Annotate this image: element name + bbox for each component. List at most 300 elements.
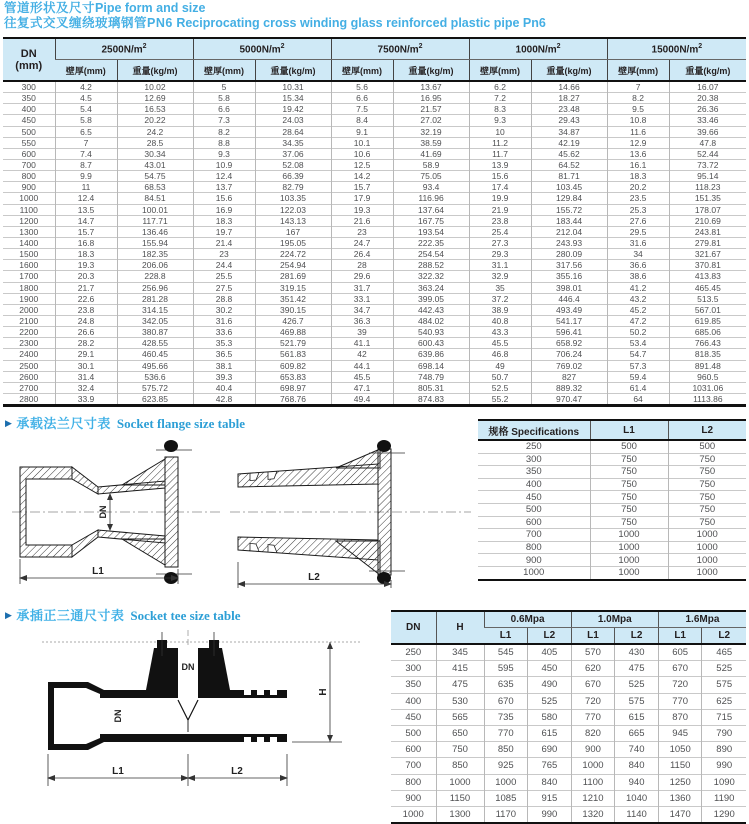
value-cell: 43.01: [117, 159, 193, 170]
value-cell: 25.5: [193, 271, 255, 282]
value-cell: 118.23: [669, 182, 746, 193]
pressure-class-header: $5000N/m^2$: [193, 38, 331, 60]
value-cell: 540.93: [393, 327, 469, 338]
value-cell: 748.79: [393, 371, 469, 382]
value-cell: 34.35: [255, 137, 331, 148]
value-cell: 1000: [571, 758, 615, 774]
value-cell: 93.4: [393, 182, 469, 193]
value-cell: 1150: [436, 790, 484, 806]
l2-header: L2: [668, 420, 746, 440]
value-cell: 31.6: [607, 237, 669, 248]
flange-table-row: [478, 503, 746, 516]
value-cell: 45.62: [531, 148, 607, 159]
dn-cell: 900: [478, 554, 590, 567]
value-cell: 484.02: [393, 315, 469, 326]
value-cell: 33.6: [193, 327, 255, 338]
value-cell: 178.07: [669, 204, 746, 215]
value-cell: 698.97: [255, 382, 331, 393]
value-cell: 10.31: [255, 81, 331, 93]
value-cell: 4.5: [55, 93, 117, 104]
value-cell: 9.3: [469, 115, 531, 126]
value-cell: 720: [571, 693, 615, 709]
dn-dimension-label: DN: [98, 505, 108, 519]
value-cell: 24.03: [255, 115, 331, 126]
value-cell: 605: [658, 644, 702, 661]
pipe-table-row: [3, 327, 746, 338]
value-cell: 19.42: [255, 104, 331, 115]
value-cell: 40.4: [193, 382, 255, 393]
value-cell: 32.4: [55, 382, 117, 393]
value-cell: 750: [668, 503, 746, 516]
value-cell: 889.32: [531, 382, 607, 393]
dn-cell: 700: [478, 529, 590, 542]
value-cell: 8.8: [193, 137, 255, 148]
pressure-class-header: $1000N/m^2$: [469, 38, 607, 60]
value-cell: 37.06: [255, 148, 331, 159]
value-cell: 818.35: [669, 349, 746, 360]
dn-cell: 500: [478, 503, 590, 516]
value-cell: 18.27: [531, 93, 607, 104]
value-cell: 750: [436, 742, 484, 758]
value-cell: 321.67: [669, 249, 746, 260]
value-cell: 1085: [484, 790, 528, 806]
value-cell: 623.85: [117, 393, 193, 405]
value-cell: 9.3: [193, 148, 255, 159]
pipe-table-row: [3, 193, 746, 204]
tee-table-row: [391, 790, 746, 806]
value-cell: 460.45: [117, 349, 193, 360]
value-cell: 16.95: [393, 93, 469, 104]
pipe-table-row: [3, 304, 746, 315]
value-cell: 23.8: [55, 304, 117, 315]
value-cell: 243.93: [531, 237, 607, 248]
value-cell: 426.7: [255, 315, 331, 326]
value-cell: 6.2: [469, 81, 531, 93]
value-cell: 13.67: [393, 81, 469, 93]
flange-socket-diagram: [10, 437, 225, 587]
dn-cell: 450: [3, 115, 55, 126]
pipe-table-row: [3, 371, 746, 382]
value-cell: 1113.86: [669, 393, 746, 405]
value-cell: 137.64: [393, 204, 469, 215]
pipe-table-row: [3, 226, 746, 237]
value-cell: 7.2: [469, 93, 531, 104]
value-cell: 8.3: [469, 104, 531, 115]
value-cell: 805.31: [393, 382, 469, 393]
triangle-bullet-icon: ▶: [5, 610, 12, 620]
dn-cell: 450: [391, 709, 436, 725]
value-cell: 11.6: [607, 126, 669, 137]
value-cell: 23.5: [607, 193, 669, 204]
dn-column-header: DN: [391, 611, 436, 644]
value-cell: 28.2: [55, 338, 117, 349]
dn-cell: 900: [391, 790, 436, 806]
value-cell: 66.39: [255, 171, 331, 182]
value-cell: 49.4: [331, 393, 393, 405]
l2-dimension-label: L2: [308, 572, 320, 583]
value-cell: 446.4: [531, 293, 607, 304]
value-cell: 103.35: [255, 193, 331, 204]
value-cell: 940: [615, 774, 659, 790]
pipe-table-row: [3, 93, 746, 104]
value-cell: 19.7: [193, 226, 255, 237]
value-cell: 4.2: [55, 81, 117, 93]
pressure-class-header: $15000N/m^2$: [607, 38, 746, 60]
bolt-top: [164, 440, 178, 452]
value-cell: 317.56: [531, 260, 607, 271]
value-cell: 64.52: [531, 159, 607, 170]
value-cell: 1040: [615, 790, 659, 806]
dn-cell: 1800: [3, 282, 55, 293]
value-cell: 750: [590, 453, 668, 466]
dn-cell: 800: [3, 171, 55, 182]
value-cell: 1100: [571, 774, 615, 790]
value-cell: 970.47: [531, 393, 607, 405]
dn-cell: 2000: [3, 304, 55, 315]
value-cell: 64: [607, 393, 669, 405]
flange-table-row: [478, 516, 746, 529]
value-cell: 5.4: [55, 104, 117, 115]
value-cell: 26.36: [669, 104, 746, 115]
value-cell: 31.6: [193, 315, 255, 326]
value-cell: 13.7: [193, 182, 255, 193]
value-cell: 54.7: [607, 349, 669, 360]
value-cell: 25.4: [469, 226, 531, 237]
value-cell: 351.42: [255, 293, 331, 304]
dn-cell: 900: [3, 182, 55, 193]
value-cell: 155.72: [531, 204, 607, 215]
dn-cell: 2300: [3, 338, 55, 349]
value-cell: 1170: [484, 806, 528, 823]
flange-size-table: [478, 419, 746, 581]
value-cell: 10.8: [607, 115, 669, 126]
value-cell: 143.13: [255, 215, 331, 226]
pipe-table-row: [3, 81, 746, 93]
value-cell: 33.9: [55, 393, 117, 405]
value-cell: 17.4: [469, 182, 531, 193]
value-cell: 11.2: [469, 137, 531, 148]
value-cell: 34.7: [331, 304, 393, 315]
value-cell: 44.1: [331, 360, 393, 371]
value-cell: 31.4: [55, 371, 117, 382]
value-cell: 6.6: [193, 104, 255, 115]
value-cell: 596.41: [531, 327, 607, 338]
flange-table-row: [478, 491, 746, 504]
value-cell: 370.81: [669, 260, 746, 271]
value-cell: 53.4: [607, 338, 669, 349]
value-cell: 900: [571, 742, 615, 758]
value-cell: 42: [331, 349, 393, 360]
value-cell: 9.9: [55, 171, 117, 182]
value-cell: 41.1: [331, 338, 393, 349]
weight-header: 重量(kg/m): [117, 60, 193, 82]
dn-unit: (mm): [15, 59, 43, 72]
flange-table-row: [478, 566, 746, 579]
dn-cell: 600: [391, 742, 436, 758]
value-cell: 50.2: [607, 327, 669, 338]
pipe-table-row: [3, 237, 746, 248]
pipe-table-row: [3, 393, 746, 405]
l1-dimension-label: L1: [112, 766, 124, 777]
value-cell: 167.75: [393, 215, 469, 226]
value-cell: 16.8: [55, 237, 117, 248]
value-cell: 280.09: [531, 249, 607, 260]
dn-cell: 2200: [3, 327, 55, 338]
value-cell: 720: [658, 677, 702, 693]
value-cell: 750: [590, 491, 668, 504]
value-cell: 27.3: [469, 237, 531, 248]
value-cell: 1000: [436, 774, 484, 790]
value-cell: 525: [702, 661, 746, 677]
value-cell: 1000: [668, 554, 746, 567]
value-cell: 1140: [615, 806, 659, 823]
value-cell: 9.1: [331, 126, 393, 137]
value-cell: 5: [193, 81, 255, 93]
value-cell: 42.19: [531, 137, 607, 148]
tee-table-row: [391, 693, 746, 709]
dn-cell: 500: [3, 126, 55, 137]
dn-cell: 700: [391, 758, 436, 774]
flange-spigot-diagram: [228, 437, 473, 589]
dn-cell: 400: [478, 478, 590, 491]
value-cell: 1000: [668, 541, 746, 554]
dn-cell: 350: [3, 93, 55, 104]
value-cell: 322.32: [393, 271, 469, 282]
tee-table-row: [391, 709, 746, 725]
value-cell: 34.87: [531, 126, 607, 137]
pressure-class-header-row: [3, 38, 746, 60]
value-cell: 31.1: [469, 260, 531, 271]
pipe-table-row: [3, 126, 746, 137]
value-cell: 314.15: [117, 304, 193, 315]
pipe-table-row: [3, 204, 746, 215]
value-cell: 26.6: [55, 327, 117, 338]
value-cell: 765: [528, 758, 572, 774]
value-cell: 670: [658, 661, 702, 677]
dn-cell: 500: [391, 725, 436, 741]
value-cell: 27.6: [607, 215, 669, 226]
value-cell: 11: [55, 182, 117, 193]
value-cell: 990: [702, 758, 746, 774]
pipe-table-row: [3, 360, 746, 371]
value-cell: 1000: [590, 566, 668, 579]
l1-header: L1: [590, 420, 668, 440]
value-cell: 500: [590, 440, 668, 453]
value-cell: 405: [528, 644, 572, 661]
value-cell: 228.8: [117, 271, 193, 282]
value-cell: 49: [469, 360, 531, 371]
value-cell: 770: [658, 693, 702, 709]
value-cell: 7.5: [331, 104, 393, 115]
tee-table-row: [391, 725, 746, 741]
value-cell: 615: [615, 709, 659, 725]
pipe-table-row: [3, 271, 746, 282]
value-cell: 768.76: [255, 393, 331, 405]
value-cell: 475: [615, 661, 659, 677]
value-cell: 35.3: [193, 338, 255, 349]
dn-cell: 300: [3, 81, 55, 93]
value-cell: 73.72: [669, 159, 746, 170]
value-cell: 33.1: [331, 293, 393, 304]
value-cell: 16.1: [607, 159, 669, 170]
flange-table-row: [478, 478, 746, 491]
value-cell: 740: [615, 742, 659, 758]
value-cell: 38.1: [193, 360, 255, 371]
value-cell: 342.05: [117, 315, 193, 326]
flange-section-heading: [5, 413, 245, 433]
l1-header: L1: [484, 628, 528, 645]
value-cell: 57.3: [607, 360, 669, 371]
value-cell: 14.2: [331, 171, 393, 182]
value-cell: 665: [615, 725, 659, 741]
value-cell: 525: [615, 677, 659, 693]
value-cell: 16.53: [117, 104, 193, 115]
value-cell: 567.01: [669, 304, 746, 315]
value-cell: 545: [484, 644, 528, 661]
value-cell: 698.14: [393, 360, 469, 371]
value-cell: 685.06: [669, 327, 746, 338]
value-cell: 690: [528, 742, 572, 758]
value-cell: 58.9: [393, 159, 469, 170]
value-cell: 12.5: [331, 159, 393, 170]
value-cell: 256.96: [117, 282, 193, 293]
pressure-class-header: $2500N/m^2$: [55, 38, 193, 60]
value-cell: 840: [615, 758, 659, 774]
value-cell: 12.9: [607, 137, 669, 148]
value-cell: 960.5: [669, 371, 746, 382]
h-dimension-label: H: [318, 688, 329, 696]
dn-cell: 350: [391, 677, 436, 693]
value-cell: 380.87: [117, 327, 193, 338]
value-cell: 129.84: [531, 193, 607, 204]
value-cell: 530: [436, 693, 484, 709]
value-cell: 10.6: [331, 148, 393, 159]
value-cell: 6.6: [331, 93, 393, 104]
value-cell: 18.3: [193, 215, 255, 226]
value-cell: 766.43: [669, 338, 746, 349]
value-cell: 8.2: [193, 126, 255, 137]
value-cell: 561.83: [255, 349, 331, 360]
value-cell: 570: [571, 644, 615, 661]
value-cell: 750: [668, 466, 746, 479]
value-cell: 750: [590, 503, 668, 516]
value-cell: 21.4: [193, 237, 255, 248]
value-cell: 47.8: [669, 137, 746, 148]
value-cell: 1031.06: [669, 382, 746, 393]
dn-cell: 2400: [3, 349, 55, 360]
value-cell: 95.14: [669, 171, 746, 182]
dn-cell: 2100: [3, 315, 55, 326]
pipe-table-row: [3, 282, 746, 293]
value-cell: 1000: [668, 529, 746, 542]
value-cell: 1320: [571, 806, 615, 823]
flange-heading-zh: 承载法兰尺寸表: [16, 416, 111, 431]
value-cell: 639.86: [393, 349, 469, 360]
value-cell: 11.7: [469, 148, 531, 159]
value-cell: 10.02: [117, 81, 193, 93]
dn-cell: 700: [3, 159, 55, 170]
value-cell: 28.5: [117, 137, 193, 148]
value-cell: 827: [531, 371, 607, 382]
pressure-header: 0.6Mpa: [484, 611, 571, 628]
value-cell: 650: [436, 725, 484, 741]
value-cell: 475: [436, 677, 484, 693]
l2-header: L2: [615, 628, 659, 645]
value-cell: 21.57: [393, 104, 469, 115]
value-cell: 635: [484, 677, 528, 693]
dn-cell: 1500: [3, 249, 55, 260]
wall-thickness-header: 壁厚(mm): [469, 60, 531, 82]
value-cell: 39.66: [669, 126, 746, 137]
value-cell: 47.2: [607, 315, 669, 326]
value-cell: 22.6: [55, 293, 117, 304]
dn-cell: 1900: [3, 293, 55, 304]
wall-thickness-header: 壁厚(mm): [55, 60, 117, 82]
value-cell: 770: [571, 709, 615, 725]
value-cell: 16.9: [193, 204, 255, 215]
pipe-table-row: [3, 159, 746, 170]
pipe-table-row: [3, 104, 746, 115]
value-cell: 363.24: [393, 282, 469, 293]
value-cell: 12.4: [193, 171, 255, 182]
value-cell: 24.2: [117, 126, 193, 137]
value-cell: 1360: [658, 790, 702, 806]
value-cell: 206.06: [117, 260, 193, 271]
value-cell: 36.5: [193, 349, 255, 360]
value-cell: 41.2: [607, 282, 669, 293]
value-cell: 575.72: [117, 382, 193, 393]
value-cell: 193.54: [393, 226, 469, 237]
value-cell: 915: [528, 790, 572, 806]
value-cell: 750: [668, 478, 746, 491]
value-cell: 500: [668, 440, 746, 453]
dn-cell: 1300: [3, 226, 55, 237]
value-cell: 13.9: [469, 159, 531, 170]
value-cell: 1000: [484, 774, 528, 790]
value-cell: 20.2: [607, 182, 669, 193]
value-cell: 20.22: [117, 115, 193, 126]
value-cell: 29.43: [531, 115, 607, 126]
value-cell: 32.19: [393, 126, 469, 137]
dn-cell: 1400: [3, 237, 55, 248]
value-cell: 769.02: [531, 360, 607, 371]
l1-dimension-label: L1: [92, 566, 104, 577]
l1-header: L1: [658, 628, 702, 645]
value-cell: 575: [702, 677, 746, 693]
flange-table-row: [478, 440, 746, 453]
value-cell: 155.94: [117, 237, 193, 248]
value-cell: 319.15: [255, 282, 331, 293]
value-cell: 850: [484, 742, 528, 758]
value-cell: 1000: [590, 529, 668, 542]
value-cell: 428.55: [117, 338, 193, 349]
pressure-header: 1.0Mpa: [571, 611, 658, 628]
value-cell: 10.9: [193, 159, 255, 170]
value-cell: 34: [607, 249, 669, 260]
wall-thickness-header: 壁厚(mm): [193, 60, 255, 82]
value-cell: 891.48: [669, 360, 746, 371]
value-cell: 5.8: [193, 93, 255, 104]
value-cell: 13.6: [607, 148, 669, 159]
value-cell: 15.34: [255, 93, 331, 104]
value-cell: 565: [436, 709, 484, 725]
triangle-bullet-icon: ▶: [5, 418, 12, 428]
value-cell: 288.52: [393, 260, 469, 271]
value-cell: 35: [469, 282, 531, 293]
value-cell: 465.45: [669, 282, 746, 293]
value-cell: 30.1: [55, 360, 117, 371]
value-cell: 735: [484, 709, 528, 725]
